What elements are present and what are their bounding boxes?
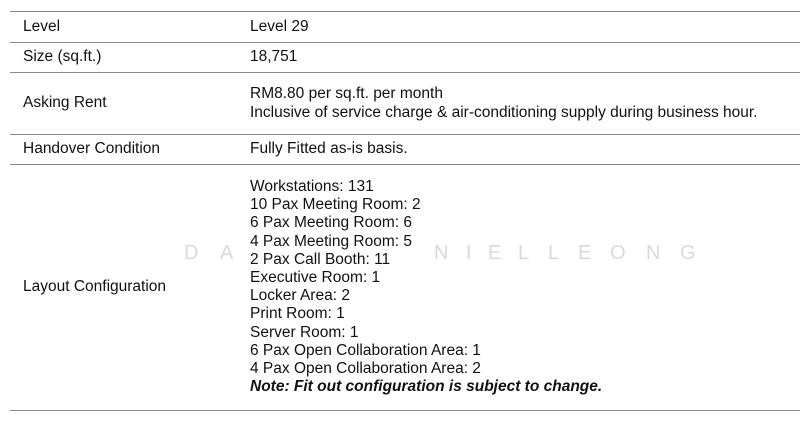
layout-item: 4 Pax Open Collaboration Area: 2 — [250, 360, 481, 378]
layout-list — [250, 178, 800, 396]
watermark-letter: A — [220, 242, 234, 264]
watermark-letter: D — [184, 242, 199, 264]
property-details-table — [10, 11, 800, 411]
layout-item: Server Room: 1 — [250, 323, 359, 341]
rent-line: RM8.80 per sq.ft. per month — [250, 85, 443, 103]
table-row-size — [10, 43, 800, 74]
row-label: Level — [23, 17, 61, 35]
layout-item: Workstations: 131 — [250, 178, 374, 196]
table-row-asking-rent — [10, 73, 800, 135]
row-label: Size (sq.ft.) — [23, 48, 102, 66]
row-value: Fully Fitted as-is basis. — [250, 140, 408, 158]
watermark-letter: I — [466, 242, 472, 264]
row-value — [250, 84, 800, 122]
layout-note: Note: Fit out configuration is subject to change. — [250, 378, 603, 396]
watermark-letter: O — [610, 242, 626, 264]
watermark-letter: E — [488, 242, 502, 264]
rent-line: Inclusive of service charge & air-conditioning supply during business hour. — [250, 104, 758, 122]
watermark-letter: N — [646, 242, 661, 264]
row-value: Level 29 — [250, 17, 309, 35]
row-label: Asking Rent — [23, 94, 107, 112]
watermark-letter: G — [680, 242, 696, 264]
row-label: Handover Condition — [23, 140, 161, 158]
layout-item: Locker Area: 2 — [250, 287, 350, 305]
row-label: Layout Configuration — [23, 278, 167, 296]
watermark-letter: L — [548, 242, 560, 264]
layout-item: 6 Pax Meeting Room: 6 — [250, 214, 412, 232]
layout-item: 10 Pax Meeting Room: 2 — [250, 196, 421, 214]
row-value: 18,751 — [250, 48, 298, 66]
layout-item: 6 Pax Open Collaboration Area: 1 — [250, 341, 481, 359]
watermark-letter: E — [578, 242, 592, 264]
layout-item: Executive Room: 1 — [250, 269, 381, 287]
layout-item: 4 Pax Meeting Room: 5 — [250, 232, 412, 250]
layout-item: Print Room: 1 — [250, 305, 345, 323]
table-row-layout — [10, 165, 800, 411]
watermark-letter: L — [518, 242, 530, 264]
watermark-letter: N — [434, 242, 449, 264]
layout-item: 2 Pax Call Booth: 11 — [250, 250, 391, 268]
table-row-handover — [10, 135, 800, 166]
table-row-level — [10, 12, 800, 43]
